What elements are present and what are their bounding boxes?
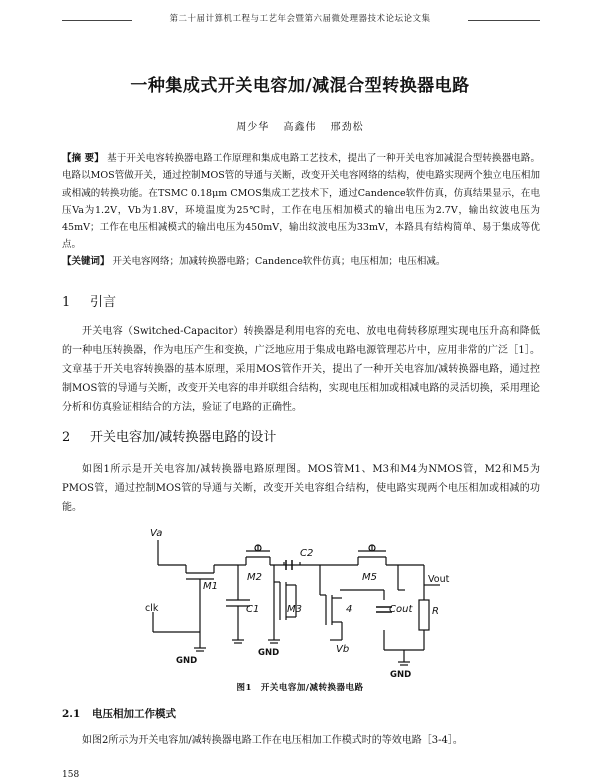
label-r: R — [432, 606, 439, 617]
paper-title: 一种集成式开关电容加/减混合型转换器电路 — [130, 76, 470, 96]
label-vout: Vout — [428, 574, 450, 585]
subsection-paragraph: 如图2所示为开关电容加/减转换器电路工作在电压相加工作模式时的等效电路［3-4］。 — [82, 735, 463, 746]
label-va: Va — [150, 528, 163, 539]
running-header: 第二十届计算机工程与工艺年会暨第六届微处理器技术论坛论文集 — [169, 14, 431, 24]
label-gnd-1: GND — [176, 656, 198, 666]
label-m2: M2 — [247, 572, 262, 583]
subsection-heading — [62, 706, 176, 721]
section-2-title: 开关电容加/减转换器电路的设计 — [90, 430, 277, 445]
label-c2: C2 — [300, 548, 314, 559]
label-m4: 4 — [346, 604, 353, 615]
section-1-paragraph: 开关电容（Switched-Capacitor）转换器是利用电容的充电、放电电荷转移原理实现电压升高和降低的一种电压转换器，作为电压产生和变换，广泛地应用于集成电路电源管理芯片中，应用非常的广泛［1］。文章基于开关电容转换器的基本原理，采用MOS管作开关，提出了一种开关电容加/减转换器电路，通过控制MOS管的导通与关断，改变开关电容的串并联组合结构，实现电压相加或相减电路的灵活切换，采用理论分析和仿真验证相结合的方法，验证了电路的正确性。 — [62, 326, 540, 413]
subsection-title: 电压相加工作模式 — [92, 708, 176, 720]
label-clk: clk — [145, 603, 159, 614]
label-m1: M1 — [203, 581, 218, 592]
subsection-number: 2.1 — [62, 708, 81, 720]
abstract-text: 基于开关电容转换器电路工作原理和集成电路工艺技术，提出了一种开关电容加减混合型转换器电路。电路以MOS管做开关，通过控制MOS管的导通与关断，改变开关电容网络的结构，使电路实现两个独立电压相加或相减的转换功能。在TSMC 0.18μm CMOS集成工艺技术下，通过Candence软件仿真，仿真结果显示，在电压Va为1.2V，Vb为1.8V，环境温度为25℃时，工作在电压相加模式的输出电压为2.7V，输出纹波电压为45mV；工作在电压相减模式的输出电压为450mV，输出纹波电压为33mV，本路具有结构简单、易于集成等优点。 — [62, 153, 540, 251]
page-number: 158 — [62, 770, 80, 780]
abstract-label: 【摘 要】 — [62, 153, 104, 164]
label-c1: C1 — [246, 604, 260, 615]
label-vb: Vb — [336, 644, 350, 655]
label-m5: M5 — [362, 572, 377, 583]
label-m3: M3 — [287, 604, 302, 615]
section-1-title: 引言 — [90, 295, 117, 310]
label-gnd-2: GND — [258, 648, 280, 658]
label-gnd-3: GND — [390, 670, 412, 680]
paper-authors: 周少华 高鑫伟 邢劲松 — [236, 122, 364, 133]
section-2-paragraph: 如图1所示是开关电容加/减转换器电路原理图。MOS管M1、M3和M4为NMOS管，M2和M5为PMOS管，通过控制MOS管的导通与关断，改变开关电容组合结构，使电路实现两个电压相加或相减的功能。 — [62, 464, 540, 513]
section-2-number: 2 — [62, 430, 71, 445]
keywords-text: 开关电容网络；加减转换器电路；Candence软件仿真；电压相加；电压相减。 — [112, 256, 446, 267]
label-cout: Cout — [389, 604, 413, 615]
keywords-label: 【关键词】 — [62, 256, 110, 267]
figure-caption: 图1 开关电容加/减转换器电路 — [236, 683, 364, 693]
section-1-number: 1 — [62, 295, 71, 310]
